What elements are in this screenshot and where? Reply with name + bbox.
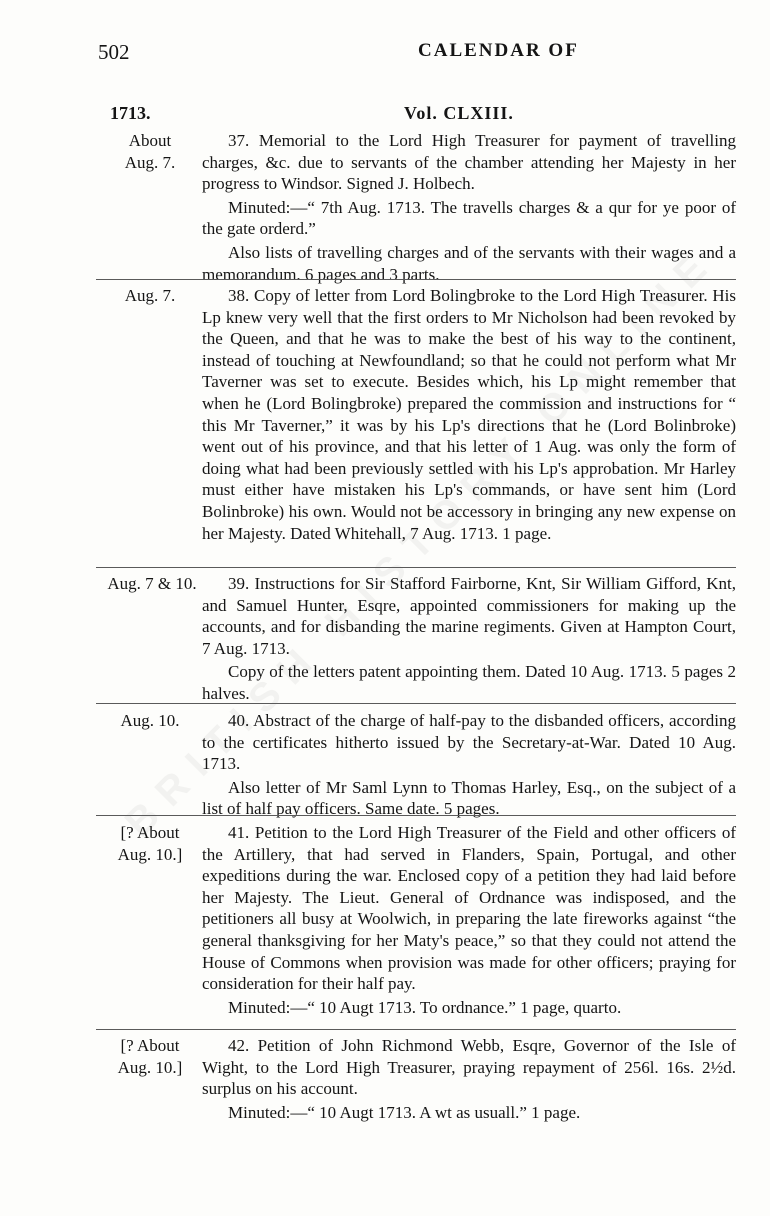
entry-divider [96, 567, 736, 568]
entry-paragraph: 37. Memorial to the Lord High Treasurer for payment of travelling charges, &c. due to servants of the chamber attending her Majesty in her progress to Windsor. Signed J. Holbech. [202, 131, 736, 194]
entry-text [202, 822, 736, 1018]
entry-divider [96, 815, 736, 816]
entry-paragraph: 42. Petition of John Richmond Webb, Esqre, Governor of the Isle of Wight, to the Lord High Treasurer, praying repayment of 256l. 16s. 2½d. surplus on his account. [202, 1036, 736, 1099]
entry-date: [? About Aug. 10.] [117, 1036, 183, 1077]
entry-date: Aug. 10. [120, 711, 180, 730]
entry-text [202, 1035, 736, 1123]
page-number: 502 [98, 40, 130, 64]
entry-date: [? About Aug. 10.] [117, 823, 183, 864]
entry-paragraph: Minuted:—“ 10 Augt 1713. To ordnance.” 1 page, quarto. [228, 997, 622, 1017]
entry-paragraph: Minuted:—“ 10 Augt 1713. A wt as usuall.” 1 page. [228, 1102, 581, 1122]
entry-paragraph: Copy of the letters patent appointing them. Dated 10 Aug. 1713. 5 pages 2 halves. [202, 662, 736, 703]
entry-paragraph: Also letter of Mr Saml Lynn to Thomas Harley, Esq., on the subject of a list of half pay officers. Same date. 5 pages. [202, 777, 736, 819]
entry-divider [96, 1029, 736, 1030]
entry-paragraph: Minuted:—“ 7th Aug. 1713. The travells charges & a qur for ye poor of the gate orderd.” [202, 197, 736, 239]
entry-divider [96, 279, 736, 280]
running-title: CALENDAR OF [418, 40, 579, 61]
entry-paragraph: 38. Copy of letter from Lord Bolingbroke to the Lord High Treasurer. His Lp knew very well that the first orders to Mr Nicholson had been revoked by the Queen, and that he was to make the best of his way to the continent, instead of touching at Newfoundland; so that he could not perform what Mr Taverner was set to execute. Besides which, his Lp might remember that when he (Lord Bolingbroke) prepared the commission and instructions for “ this Mr Taverner,” it was by his Lp's directions that he (Lord Bolinbroke) went out of his province, and that his letter of 1 Aug. was only the form of doing what had been previously settled with his Lp's approbation. Mr Harley must either have mistaken his Lp's commands, or have sent him (Lord Bolinbroke) his own. Would not be accessory in bringing any new expense on her Majesty. Dated Whitehall, 7 Aug. 1713. 1 page. [202, 286, 736, 543]
volume-heading: Vol. CLXIII. [404, 103, 514, 123]
entry-paragraph: 40. Abstract of the charge of half-pay to the disbanded officers, according to the certificates hitherto issued by the Secretary-at-War. Dated 10 Aug. 1713. [202, 711, 736, 774]
entry-divider [96, 703, 736, 704]
entry-text [202, 130, 736, 285]
entry-date: Aug. 7 & 10. [107, 574, 197, 593]
year-heading: 1713. [110, 103, 151, 123]
entry-date: Aug. 7. [124, 286, 176, 305]
page-header [98, 40, 738, 70]
entry-paragraph: 39. Instructions for Sir Stafford Fairborne, Knt, Sir William Gifford, Knt, and Samuel Hunter, Esqre, appointed commissioners for making up the accounts, and for disbanding the marine regiments. Given at Hampton Court, 7 Aug. 1713. [202, 574, 736, 658]
entry-text [202, 285, 736, 544]
entry-paragraph: 41. Petition to the Lord High Treasurer of the Field and other officers of the Artillery, that had served in Flanders, Spain, Portugal, and other expeditions during the war. Enclosed copy of a petition they had laid before her Majesty. The Lieut. General of Ordnance was indisposed, and the petitioners all busy at Woolwich, in preparing the late fireworks against “the general thanksgiving for her Maty's peace,” so that they could not attend the House of Commons when provision was made for other officers; praying for consideration for their half pay. [202, 823, 736, 994]
entry-text [202, 573, 736, 705]
entry-date: About Aug. 7. [124, 131, 176, 172]
entry-text [202, 710, 736, 820]
entry-paragraph: Also lists of travelling charges and of the servants with their wages and a memorandum. 6 pages and 3 parts. [202, 242, 736, 284]
